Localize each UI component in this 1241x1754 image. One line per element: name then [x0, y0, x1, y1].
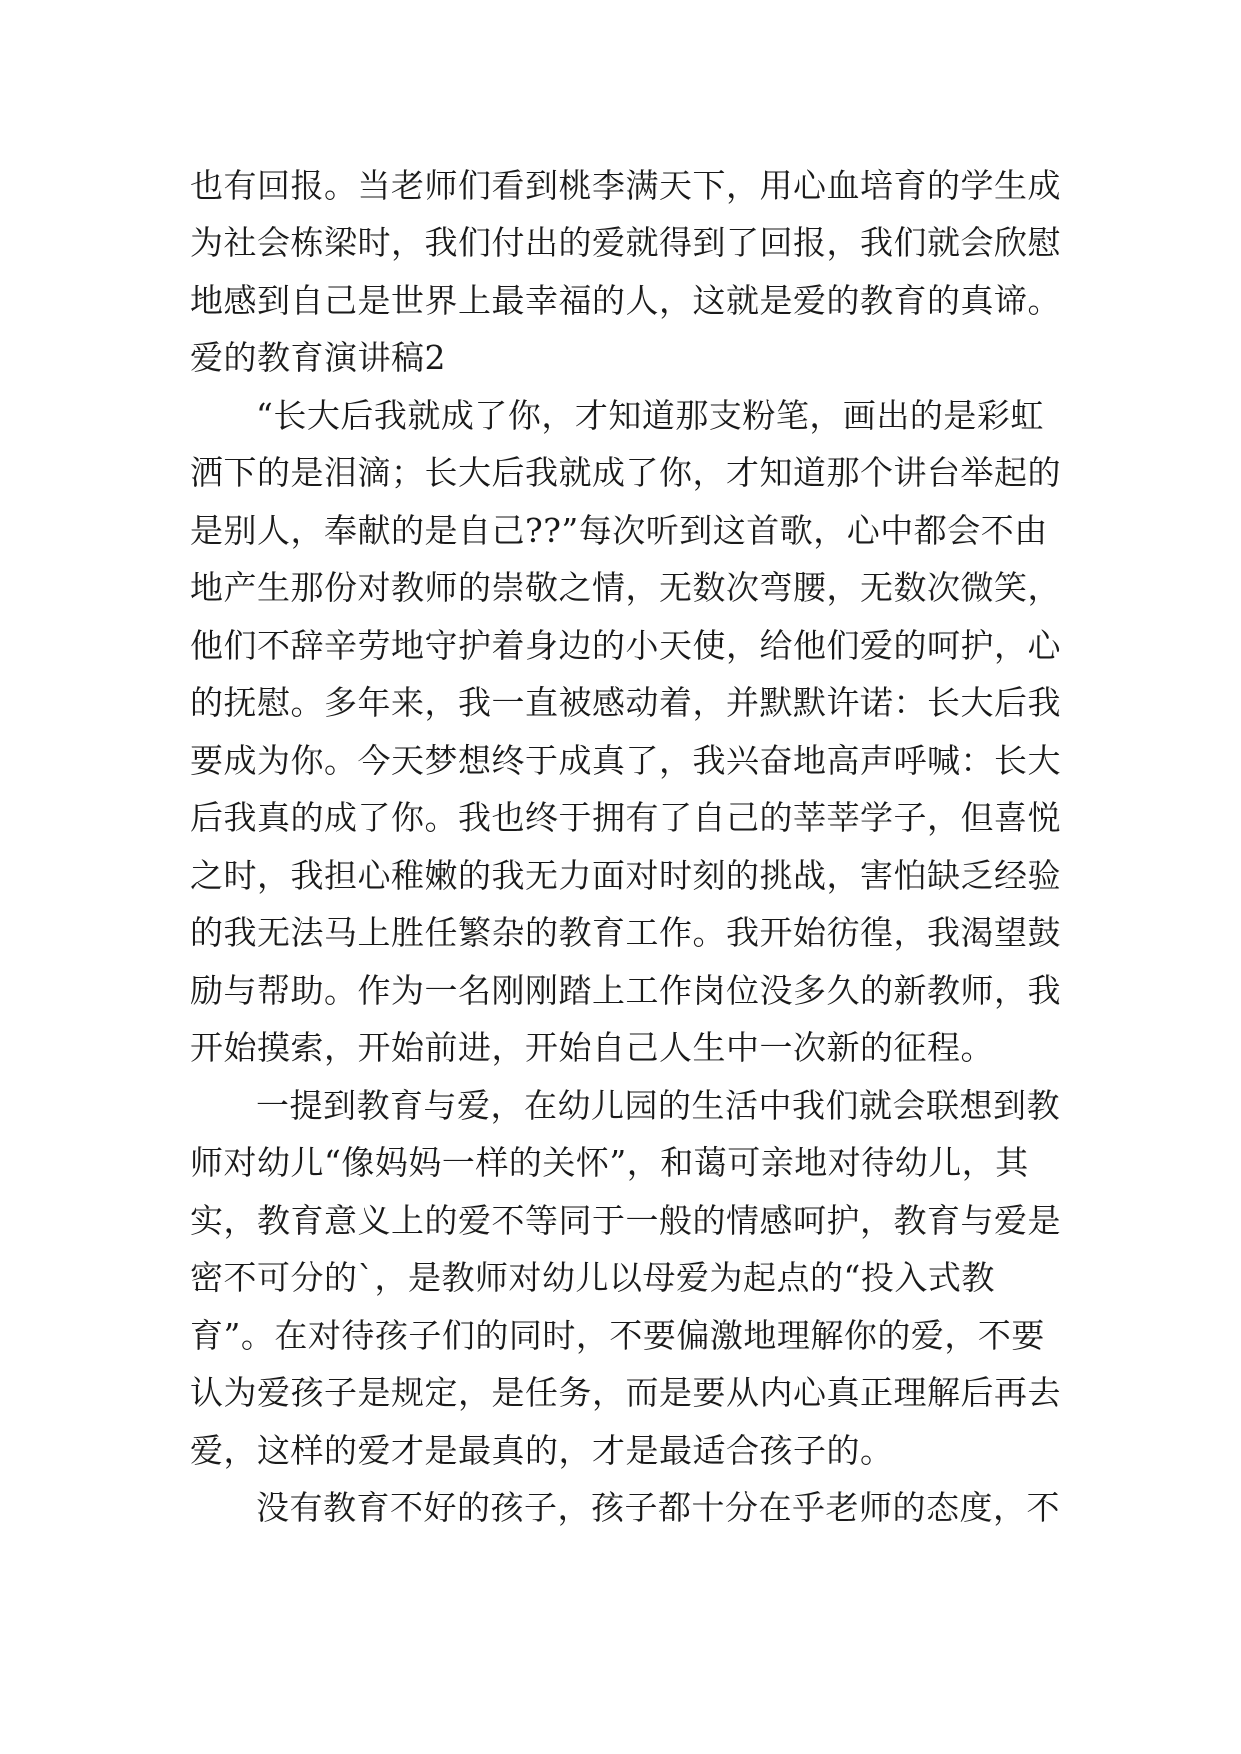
text-line: 也有回报。当老师们看到桃李满天下，用心血培育的学生成	[190, 166, 1061, 205]
text-line: 的抚慰。多年来，我一直被感动着，并默默许诺：长大后我	[190, 683, 1061, 722]
text-line: 育”。在对待孩子们的同时，不要偏激地理解你的爱，不要	[190, 1316, 1045, 1355]
text-line: 地产生那份对教师的崇敬之情，无数次弯腰，无数次微笑，	[190, 568, 1061, 607]
text-line: 为社会栋梁时，我们付出的爱就得到了回报，我们就会欣慰	[190, 223, 1061, 262]
text-line: 洒下的是泪滴；长大后我就成了你，才知道那个讲台举起的	[190, 453, 1061, 492]
text-line: 要成为你。今天梦想终于成真了，我兴奋地高声呼喊：长大	[190, 741, 1061, 780]
section-heading: 爱的教育演讲稿2	[190, 338, 446, 377]
text-line: 地感到自己是世界上最幸福的人，这就是爱的教育的真谛。	[190, 281, 1061, 320]
text-line: 一提到教育与爱，在幼儿园的生活中我们就会联想到教	[256, 1086, 1060, 1125]
text-line: 开始摸索，开始前进，开始自己人生中一次新的征程。	[190, 1028, 994, 1067]
text-line: 后我真的成了你。我也终于拥有了自己的莘莘学子，但喜悦	[190, 798, 1061, 837]
text-line: 之时，我担心稚嫩的我无力面对时刻的挑战，害怕缺乏经验	[190, 856, 1061, 895]
text-line: 的我无法马上胜任繁杂的教育工作。我开始彷徨，我渴望鼓	[190, 913, 1061, 952]
text-line: 爱，这样的爱才是最真的，才是最适合孩子的。	[190, 1431, 894, 1470]
text-line: 师对幼儿“像妈妈一样的关怀”，和蔼可亲地对待幼儿，其	[190, 1143, 1029, 1182]
text-line: 是别人，奉献的是自己??”每次听到这首歌，心中都会不由	[190, 511, 1048, 550]
text-line: 没有教育不好的孩子，孩子都十分在乎老师的态度，不	[256, 1488, 1060, 1527]
text-line: 实，教育意义上的爱不等同于一般的情感呵护，教育与爱是	[190, 1201, 1061, 1240]
text-line: “长大后我就成了你，才知道那支粉笔，画出的是彩虹	[256, 396, 1044, 435]
text-line: 他们不辞辛劳地守护着身边的小天使，给他们爱的呵护，心	[190, 626, 1061, 665]
text-line: 励与帮助。作为一名刚刚踏上工作岗位没多久的新教师，我	[190, 971, 1061, 1010]
text-line: 密不可分的`，是教师对幼儿以母爱为起点的“投入式教	[190, 1258, 995, 1297]
text-line: 认为爱孩子是规定，是任务，而是要从内心真正理解后再去	[190, 1373, 1061, 1412]
